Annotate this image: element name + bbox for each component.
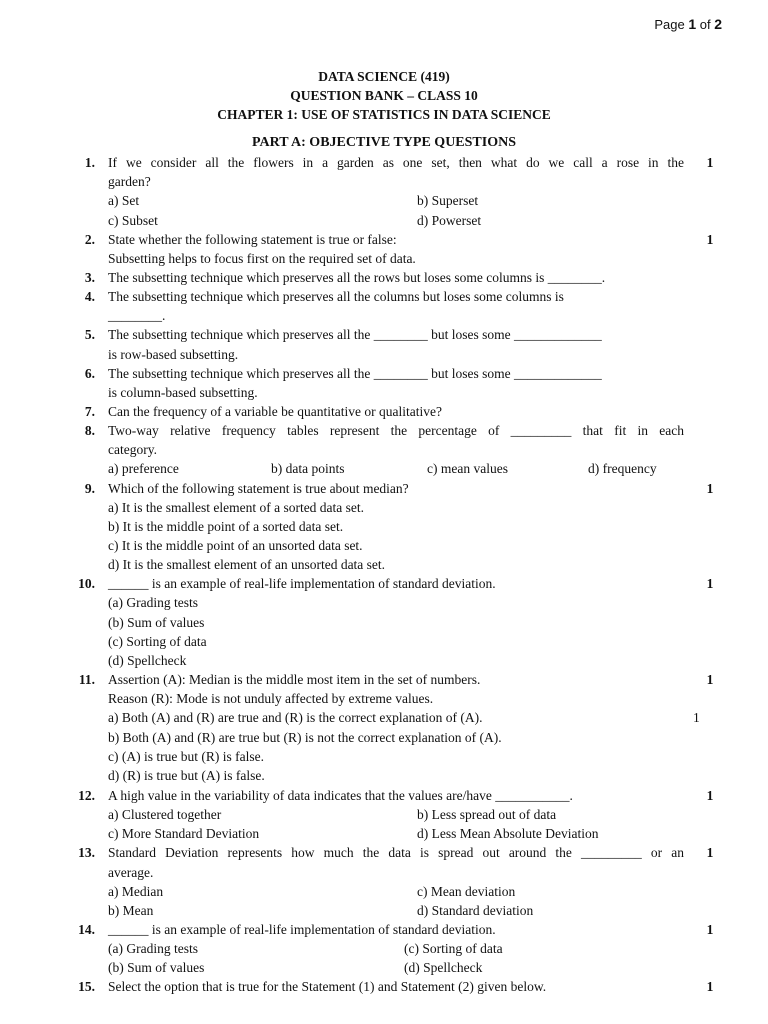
option: (d) Spellcheck [404, 960, 483, 975]
question-text: If we consider all the flowers in a garden as one set, then what do we call a rose in the [108, 155, 684, 170]
question-number: 9. [84, 481, 95, 496]
bank-title: QUESTION BANK – CLASS 10 [290, 88, 478, 103]
option: a) It is the smallest element of a sorted data set. [108, 500, 365, 515]
question-text: Which of the following statement is true about median? [108, 481, 409, 496]
option: d) (R) is true but (A) is false. [108, 768, 265, 783]
question-number: 7. [84, 404, 95, 419]
question-text: State whether the following statement is true or false: [108, 232, 397, 247]
option: d) Less Mean Absolute Deviation [417, 826, 599, 841]
question-marks: 1 [706, 788, 714, 803]
question-text: Reason (R): Mode is not unduly affected by extreme values. [108, 691, 434, 706]
option: a) Clustered together [108, 807, 222, 822]
question-text: is row-based subsetting. [108, 347, 239, 362]
question-text: A high value in the variability of data indicates that the values are/have ___________. [108, 788, 573, 803]
question-number: 15. [78, 979, 95, 994]
option: (a) Grading tests [108, 941, 198, 956]
question-marks: 1 [706, 672, 714, 687]
option: (d) Spellcheck [108, 653, 187, 668]
question-number: 12. [78, 788, 95, 803]
question-text: Subsetting helps to focus first on the required set of data. [108, 251, 416, 266]
option: (b) Sum of values [108, 960, 205, 975]
option: b) data points [271, 461, 345, 476]
option: c) More Standard Deviation [108, 826, 260, 841]
question-number: 6. [84, 366, 95, 381]
question-text: The subsetting technique which preserves all the ________ but loses some _____________ [108, 327, 602, 342]
question-text: Assertion (A): Median is the middle most item in the set of numbers. [108, 672, 481, 687]
option: a) Set [108, 193, 140, 208]
question-text: The subsetting technique which preserves all the rows but loses some columns is ________. [108, 270, 606, 285]
question-number: 14. [78, 922, 95, 937]
question-number: 8. [84, 423, 95, 438]
option: b) Less spread out of data [417, 807, 557, 822]
option: (c) Sorting of data [404, 941, 503, 956]
question-text: Standard Deviation represents how much the data is spread out around the _________ or an [108, 845, 684, 860]
question-number: 5. [84, 327, 95, 342]
question-text: Can the frequency of a variable be quantitative or qualitative? [108, 404, 442, 419]
question-marks: 1 [706, 922, 714, 937]
question-number: 11. [78, 672, 95, 687]
question-text: ______ is an example of real-life implementation of standard deviation. [108, 576, 496, 591]
question-text: category. [108, 442, 157, 457]
question-marks: 1 [706, 979, 714, 994]
part-title: PART A: OBJECTIVE TYPE QUESTIONS [251, 135, 517, 150]
option: b) Superset [417, 193, 479, 208]
question-number: 13. [78, 845, 95, 860]
question-number: 4. [84, 289, 95, 304]
question-text: The subsetting technique which preserves all the ________ but loses some _____________ [108, 366, 602, 381]
option: (c) Sorting of data [108, 634, 207, 649]
question-text: garden? [108, 174, 151, 189]
question-number: 3. [84, 270, 95, 285]
option: d) It is the smallest element of an unsorted data set. [108, 557, 386, 572]
option: b) Both (A) and (R) are true but (R) is not the correct explanation of (A). [108, 730, 502, 745]
question-marks: 1 [706, 576, 714, 591]
option: a) Both (A) and (R) are true and (R) is the correct explanation of (A). [108, 710, 483, 725]
question-marks: 1 [706, 232, 714, 247]
option: a) Median [108, 884, 164, 899]
option: a) preference [108, 461, 179, 476]
option: d) frequency [588, 461, 657, 476]
option: c) Subset [108, 213, 158, 228]
option: c) mean values [427, 461, 508, 476]
question-text: ______ is an example of real-life implementation of standard deviation. [108, 922, 496, 937]
question-number: 2. [84, 232, 95, 247]
option: (b) Sum of values [108, 615, 205, 630]
document-header [0, 67, 768, 124]
page-number: Page 1 of 2 [654, 16, 722, 32]
question-text: Select the option that is true for the Statement (1) and Statement (2) given below. [108, 979, 547, 994]
chapter-title: CHAPTER 1: USE OF STATISTICS IN DATA SCIENCE [217, 107, 551, 122]
question-marks: 1 [706, 481, 714, 496]
question-text: average. [108, 865, 154, 880]
subject-title: DATA SCIENCE (419) [318, 69, 450, 84]
question-text: Two-way relative frequency tables represent the percentage of _________ that fit in each [108, 423, 684, 438]
question-text: The subsetting technique which preserves all the columns but loses some columns is [108, 289, 564, 304]
option: c) It is the middle point of an unsorted data set. [108, 538, 363, 553]
question-number: 1. [84, 155, 95, 170]
option: (a) Grading tests [108, 595, 198, 610]
question-marks: 1 [706, 845, 714, 860]
question-text: ________. [108, 308, 166, 323]
option: c) (A) is true but (R) is false. [108, 749, 264, 764]
option: d) Powerset [417, 213, 482, 228]
question-text: is column-based subsetting. [108, 385, 258, 400]
option: d) Standard deviation [417, 903, 534, 918]
option: c) Mean deviation [417, 884, 516, 899]
question-number: 10. [78, 576, 95, 591]
option: b) Mean [108, 903, 154, 918]
option: b) It is the middle point of a sorted data set. [108, 519, 344, 534]
question-marks: 1 [706, 155, 714, 170]
question-marks: 1 [693, 710, 700, 725]
